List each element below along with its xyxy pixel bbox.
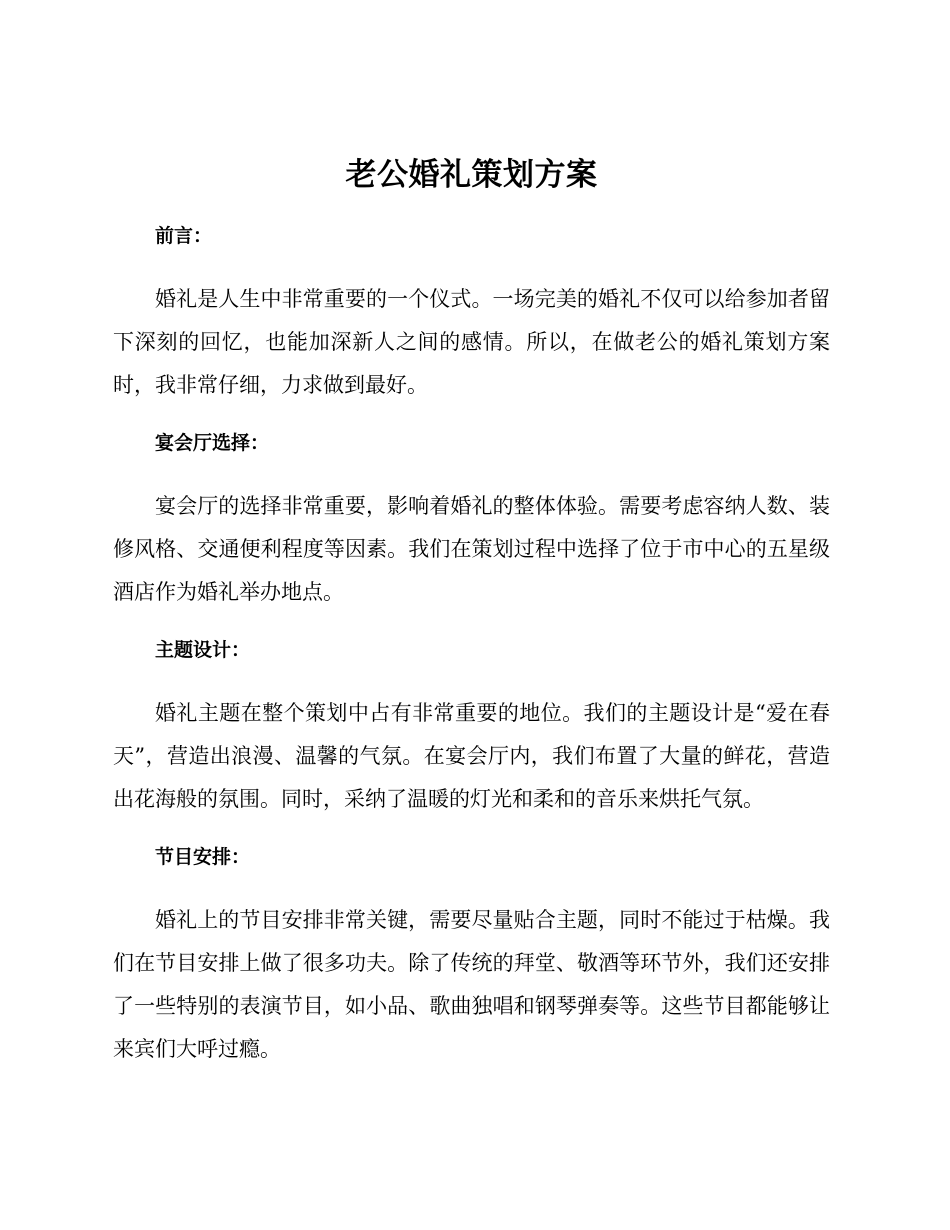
section-venue [113,422,830,614]
section-paragraph: 宴会厅的选择非常重要，影响着婚礼的整体体验。需要考虑容纳人数、装修风格、交通便利程度等因素。我们在策划过程中选择了位于市中心的五星级酒店作为婚礼举办地点。 [113,494,830,604]
section-paragraph: 婚礼主题在整个策划中占有非常重要的地位。我们的主题设计是“爱在春天”，营造出浪漫、温馨的气氛。在宴会厅内，我们布置了大量的鲜花，营造出花海般的氛围。同时，采纳了温暖的灯光和柔和的音乐来烘托气氛。 [113,701,830,811]
document-title: 老公婚礼策划方案 [345,157,598,193]
section-theme [113,629,830,821]
section-preface [113,215,830,407]
document-page [113,150,830,1071]
section-paragraph: 婚礼上的节目安排非常关键，需要尽量贴合主题，同时不能过于枯燥。我们在节目安排上做了很多功夫。除了传统的拜堂、敬酒等环节外，我们还安排了一些特别的表演节目，如小品、歌曲独唱和钢琴弹奏等。这些节目都能够让来宾们大呼过瘾。 [113,908,830,1061]
section-paragraph: 婚礼是人生中非常重要的一个仪式。一场完美的婚礼不仅可以给参加者留下深刻的回忆，也能加深新人之间的感情。所以，在做老公的婚礼策划方案时，我非常仔细，力求做到最好。 [113,287,830,397]
section-heading: 主题设计： [155,639,251,661]
section-heading: 节目安排： [155,846,251,868]
section-heading: 前言： [155,225,213,247]
section-heading: 宴会厅选择： [155,432,270,454]
section-program [113,836,830,1071]
